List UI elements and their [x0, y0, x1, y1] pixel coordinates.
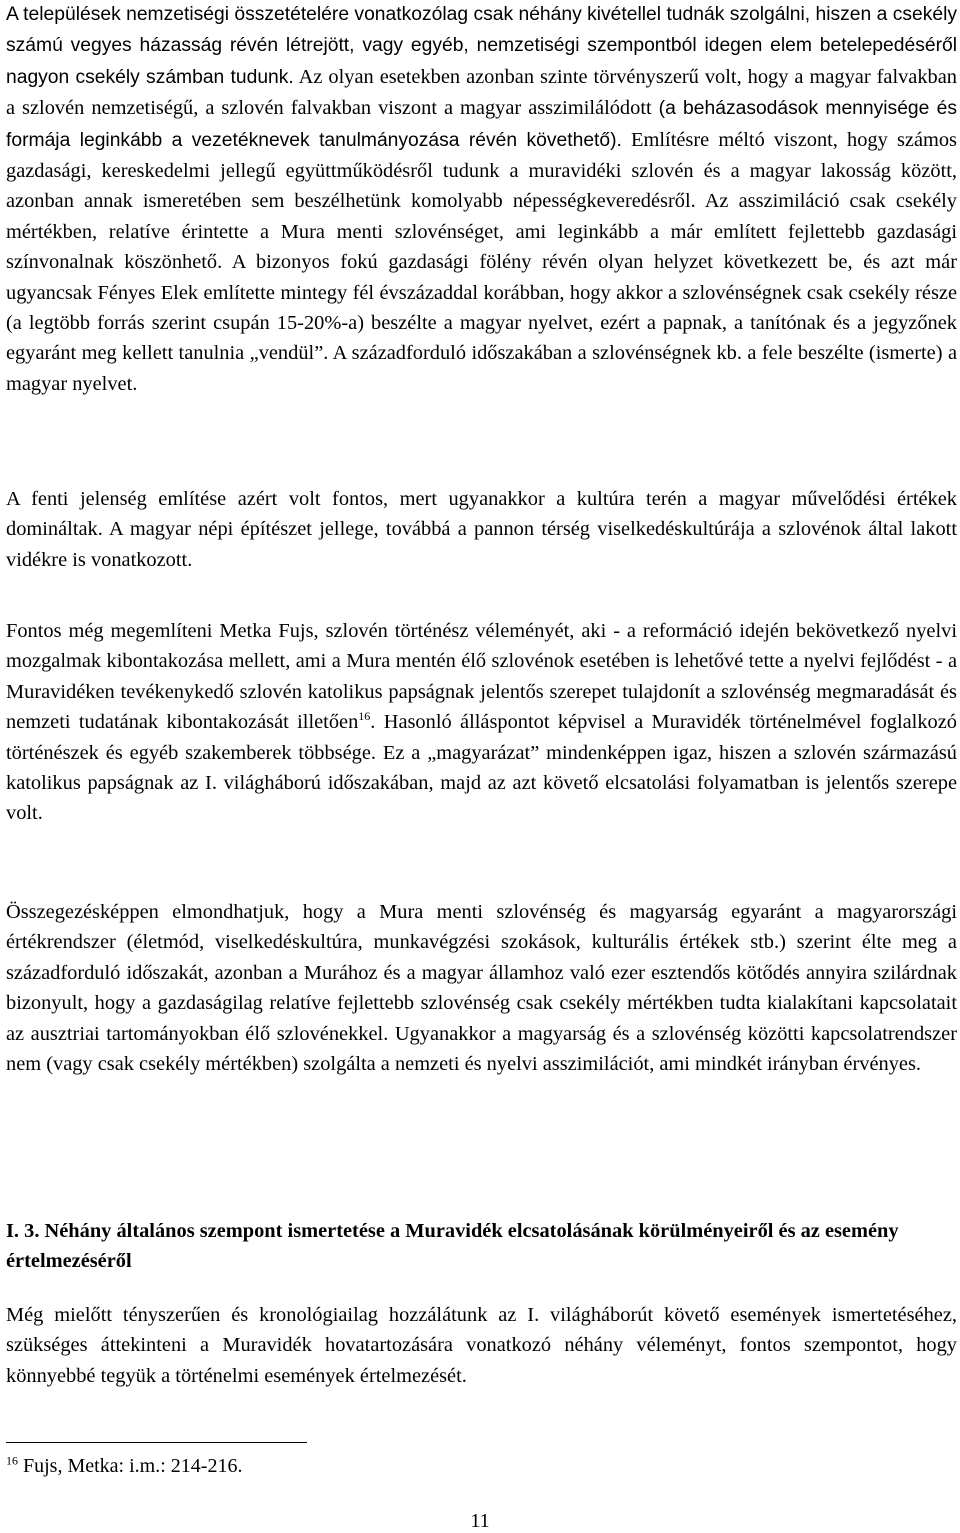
paragraph-2: A fenti jelenség említése azért volt fontos, mert ugyanakkor a kultúra terén a magyar művelődési értékek domináltak. A magyar népi építészet jellege, továbbá a pannon térség viselkedéskultúrája a szlovénok által lakott vidékre is vonatkozott. — [6, 488, 957, 571]
paragraph-4: Összegezésképpen elmondhatjuk, hogy a Mura menti szlovénség és magyarság egyaránt a magyarországi értékrendszer (életmód, viselkedéskultúra, munkavégzési szokások, kulturális értékek stb.) szerint élte meg a századforduló időszakát, azonban a Murához és a magyar államhoz való ezer esztendős kötődés annyira szilárdnak bizonyult, hogy a gazdaságilag relatíve fejlettebb szlovénség csak csekély mértékben tudta kialakítani kapcsolatait az ausztriai tartományokban élő szlovénekkel. Ugyanakkor a magyarság és a szlovénség közötti kapcsolatrendszer nem (vagy csak csekély mértékben) szolgálta a nemzeti és nyelvi asszimilációt, ami mindkét irányban érvényes. — [6, 901, 957, 1076]
paragraph-1-part-d: Említésre méltó viszont, hogy számos gazdasági, kereskedelmi jellegű együttműködésről tudunk a muravidéki szlovén és a magyar lakosság között, azonban annak ismeretében sem beszélhetünk komolyabb népességkeveredésről. Az asszimiláció csak csekély mértékben, relatíve érintette a Mura menti szlovénséget, ami leginkább a már említett fejlettebb gazdasági színvonalnak köszönhető. A bizonyos fokú gazdasági fölény révén olyan helyzet következett be, és azt már ugyancsak Fényes Elek említette mintegy fél évszázaddal korábban, hogy akkor a szlovénségnek csak csekély része (a legtöbb forrás szerint csupán 15-20%-a) beszélte a magyar nyelvet, ezért a papnak, a tanítónak és a jegyzőnek egyaránt meg kellett tanulnia „vendül”. A századforduló időszakában a szlovénségnek kb. a fele beszélte (ismerte) a magyar nyelvet. — [6, 128, 957, 395]
paragraph-1-part-b: Az olyan esetekben azonban szinte törvényszerű volt, hogy a magyar falvakban a szlovén nemzetiségű, a szlovén falvakban viszont a magyar asszimilálódott — [6, 65, 957, 120]
paragraph-3 — [6, 616, 957, 829]
page-number: 11 — [470, 1510, 490, 1532]
paragraph-1 — [6, 0, 957, 399]
footnote-number: 16 — [6, 1453, 18, 1468]
paragraph-1-part-a: A települések nemzetiségi összetételére vonatkozólag csak néhány kivétellel tudnák szolgálni, hiszen a csekély számú vegyes házasság révén létrejött, vagy egyéb, nemzetiségi szempontból idegen elem betelepedéséről nagyon csekély számban tudunk. — [6, 4, 957, 88]
paragraph-3-part-b: . Hasonló álláspontot képvisel a Muravidék történelmével foglalkozó történészek és egyéb szakemberek többsége. Ez a „magyarázat” mindenképpen igaz, hiszen a szlovén származású katolikus papságnak az I. világháború időszakában, majd az azt követő elcsatolási folyamatban is jelentős szerepe volt. — [6, 711, 957, 825]
section-heading: I. 3. Néhány általános szempont ismertetése a Muravidék elcsatolásának körülményeiről és az esemény értelmezéséről — [6, 1220, 899, 1273]
footnote-text: Fujs, Metka: i.m.: 214-216. — [18, 1455, 243, 1477]
paragraph-5: Még mielőtt tényszerűen és kronológiailag hozzálátunk az I. világháborút követő események ismertetéséhez, szükséges áttekinteni a Muravidék hovatartozására vonatkozó néhány véleményt, fontos szempontot, hogy könnyebbé tegyük a történelmi események értelmezését. — [6, 1304, 957, 1387]
paragraph-1-part-c: (a beházasodások mennyisége és formája leginkább a vezetéknevek tanulmányozása révén követhető). — [6, 98, 957, 151]
footnote — [6, 1453, 242, 1479]
paragraph-3-part-a: Fontos még megemlíteni Metka Fujs, szlovén történész véleményét, aki - a reformáció idején bekövetkező nyelvi mozgalmak kibontakozása mellett, ami a Mura mentén élő szlovénok esetében is lehetővé tette a nyelvi fejlődést - a Muravidéken tevékenykedő szlovén katolikus papságnak jelentős szerepet tulajdonít a szlovénség megmaradását és nemzeti tudatának kibontakozását illetően — [6, 620, 957, 734]
footnote-reference: 16 — [358, 709, 371, 724]
footnote-divider — [6, 1442, 307, 1443]
